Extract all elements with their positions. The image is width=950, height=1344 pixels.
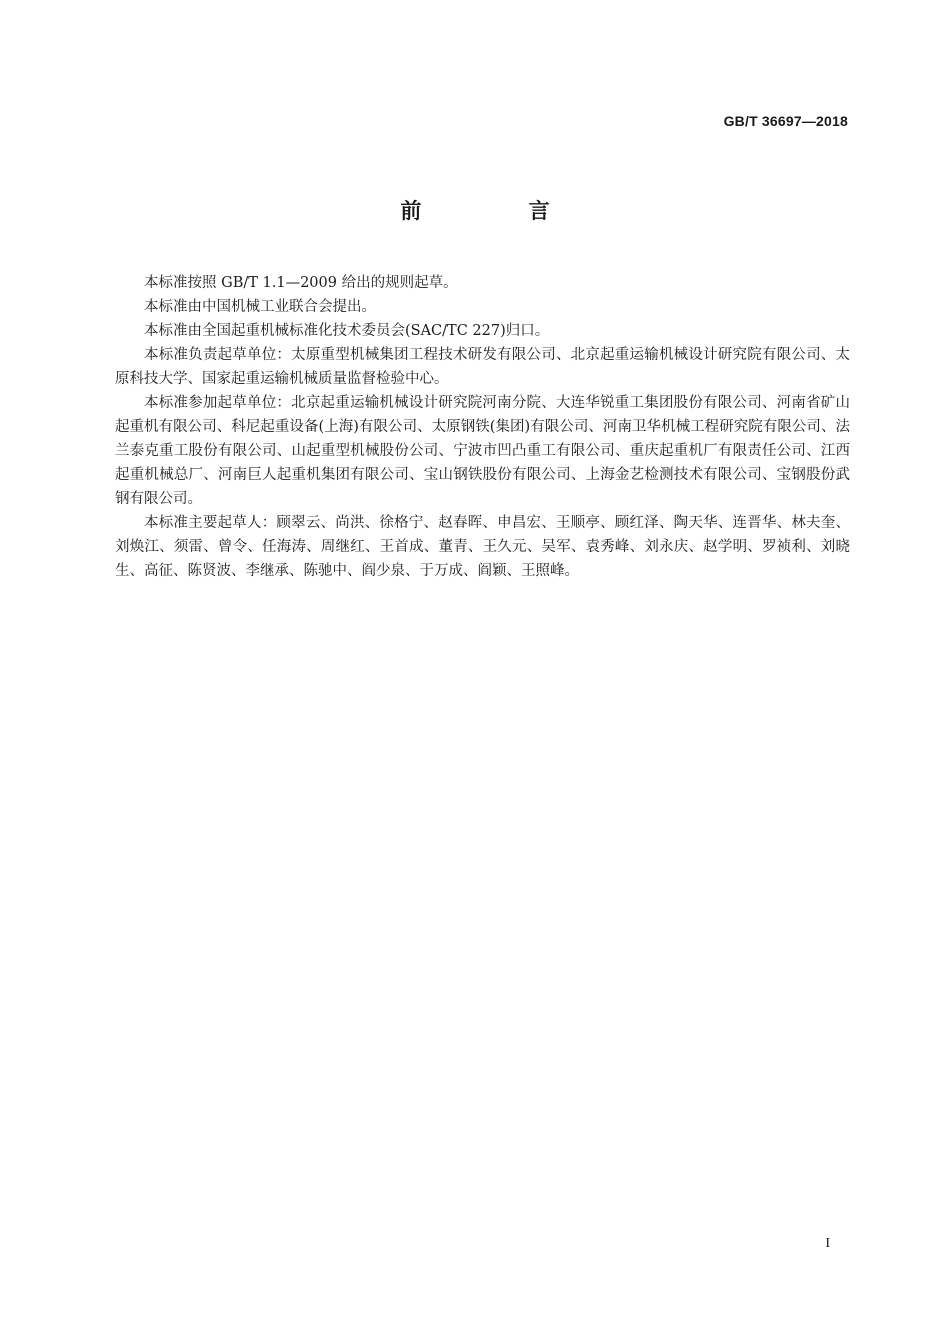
- page-title: 前 言: [400, 199, 600, 223]
- paragraph-responsible-drafters: 本标准负责起草单位：太原重型机械集团工程技术研发有限公司、北京起重运输机械设计研究院有限公司、太原科技大学、国家起重运输机械质量监督检验中心。: [115, 347, 850, 387]
- paragraph-main-drafters: 本标准主要起草人：顾翠云、尚洪、徐格宁、赵春晖、申昌宏、王顺亭、顾红泽、陶天华、连晋华、林夫奎、刘焕江、须雷、曾令、任海涛、周继红、王首成、董青、王久元、吴军、袁秀峰、刘永庆、赵学明、罗祯利、刘晓生、高征、陈贤波、李继承、陈驰中、阎少泉、于万成、阎颖、王照峰。: [115, 515, 850, 579]
- paragraph-participating-drafters: 本标准参加起草单位：北京起重运输机械设计研究院河南分院、大连华锐重工集团股份有限公司、河南省矿山起重机有限公司、科尼起重设备(上海)有限公司、太原钢铁(集团)有限公司、河南卫华机械工程研究院有限公司、法兰泰克重工股份有限公司、山起重型机械股份公司、宁波市凹凸重工有限公司、重庆起重机厂有限责任公司、江西起重机械总厂、河南巨人起重机集团有限公司、宝山钢铁股份有限公司、上海金艺检测技术有限公司、宝钢股份武钢有限公司。: [115, 395, 850, 507]
- page-number: I: [825, 1236, 830, 1251]
- paragraph-administered-by: 本标准由全国起重机械标准化技术委员会(SAC/TC 227)归口。: [144, 323, 550, 339]
- preface-body: [115, 271, 850, 583]
- paragraph-proposed-by: 本标准由中国机械工业联合会提出。: [144, 299, 376, 315]
- paragraph-drafting-rules: 本标准按照 GB/T 1.1—2009 给出的规则起草。: [144, 275, 458, 291]
- standard-code: GB/T 36697—2018: [723, 113, 848, 129]
